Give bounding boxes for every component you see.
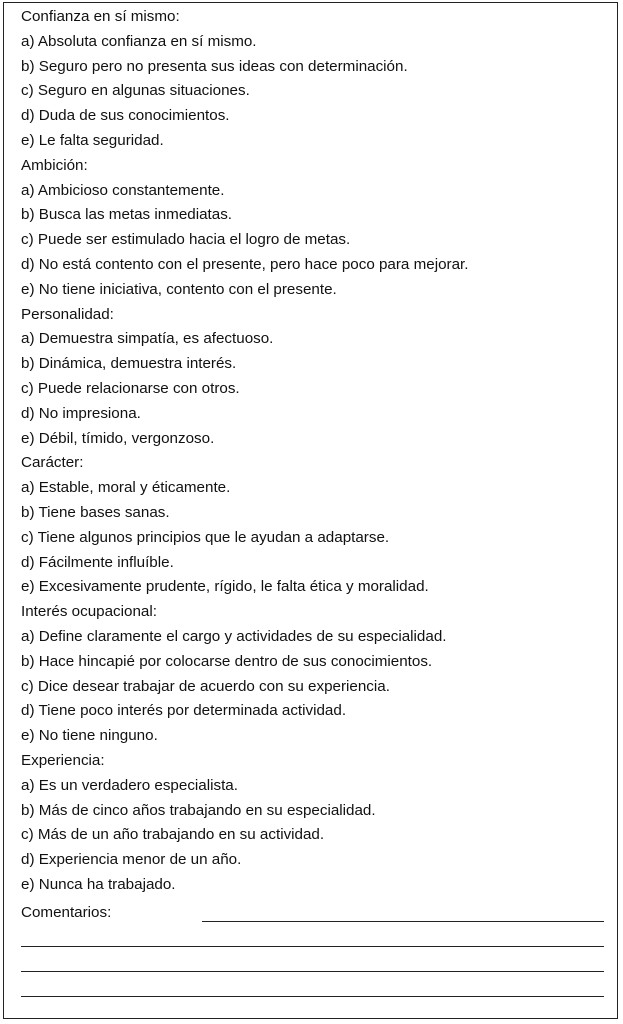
section-interes-ocupacional [21,600,611,749]
option-item: d) No impresiona. [21,404,141,422]
option-item: c) Tiene algunos principios que le ayudan a adaptarse. [21,528,390,546]
option-item: b) Busca las metas inmediatas. [21,206,233,224]
option-item: e) Excesivamente prudente, rígido, le falta ética y moralidad. [21,578,429,596]
option-item: e) Nunca ha trabajado. [21,875,176,893]
section-title: Confianza en sí mismo: [21,8,180,25]
option-item: a) Estable, moral y éticamente. [21,479,231,497]
option-item: c) Dice desear trabajar de acuerdo con su experiencia. [21,677,390,695]
option-item: a) Demuestra simpatía, es afectuoso. [21,330,274,348]
option-item: b) Seguro pero no presenta sus ideas con determinación. [21,57,408,75]
option-item: e) No tiene ninguno. [21,727,158,745]
section-ambicion [21,154,611,303]
comments-line[interactable] [202,921,604,922]
section-caracter [21,451,611,600]
option-item: a) Define claramente el cargo y actividades de su especialidad. [21,627,447,645]
evaluation-form [21,5,611,898]
section-title: Carácter: [21,454,84,472]
option-item: d) Experiencia menor de un año. [21,851,242,869]
option-item: e) Le falta seguridad. [21,131,164,149]
option-item: d) Duda de sus conocimientos. [21,107,230,125]
option-item: d) Tiene poco interés por determinada actividad. [21,702,347,720]
option-item: e) No tiene iniciativa, contento con el presente. [21,280,337,298]
option-item: c) Más de un año trabajando en su actividad. [21,826,325,844]
comments-label: Comentarios: [21,904,112,921]
option-item: e) Débil, tímido, vergonzoso. [21,429,215,447]
option-item: d) Fácilmente influíble. [21,553,174,571]
option-item: c) Puede ser estimulado hacia el logro de metas. [21,231,351,249]
comments-line[interactable] [21,946,604,947]
section-title: Ambición: [21,156,88,174]
option-item: c) Seguro en algunas situaciones. [21,82,250,100]
option-item: b) Tiene bases sanas. [21,503,170,521]
option-item: a) Ambicioso constantemente. [21,181,225,199]
section-title: Interés ocupacional: [21,603,157,621]
section-personalidad [21,303,611,452]
section-title: Personalidad: [21,305,114,323]
option-item: b) Más de cinco años trabajando en su especialidad. [21,801,376,819]
option-item: a) Absoluta confianza en sí mismo. [21,32,257,50]
option-item: a) Es un verdadero especialista. [21,776,238,794]
option-item: d) No está contento con el presente, pero hace poco para mejorar. [21,255,469,273]
comments-line[interactable] [21,971,604,972]
comments-field[interactable] [21,901,604,925]
section-experiencia [21,749,611,898]
option-item: c) Puede relacionarse con otros. [21,379,240,397]
option-item: b) Dinámica, demuestra interés. [21,355,237,373]
section-title: Experiencia: [21,751,105,769]
comments-line[interactable] [21,996,604,997]
option-item: b) Hace hincapié por colocarse dentro de sus conocimientos. [21,652,433,670]
section-confianza [21,5,611,154]
